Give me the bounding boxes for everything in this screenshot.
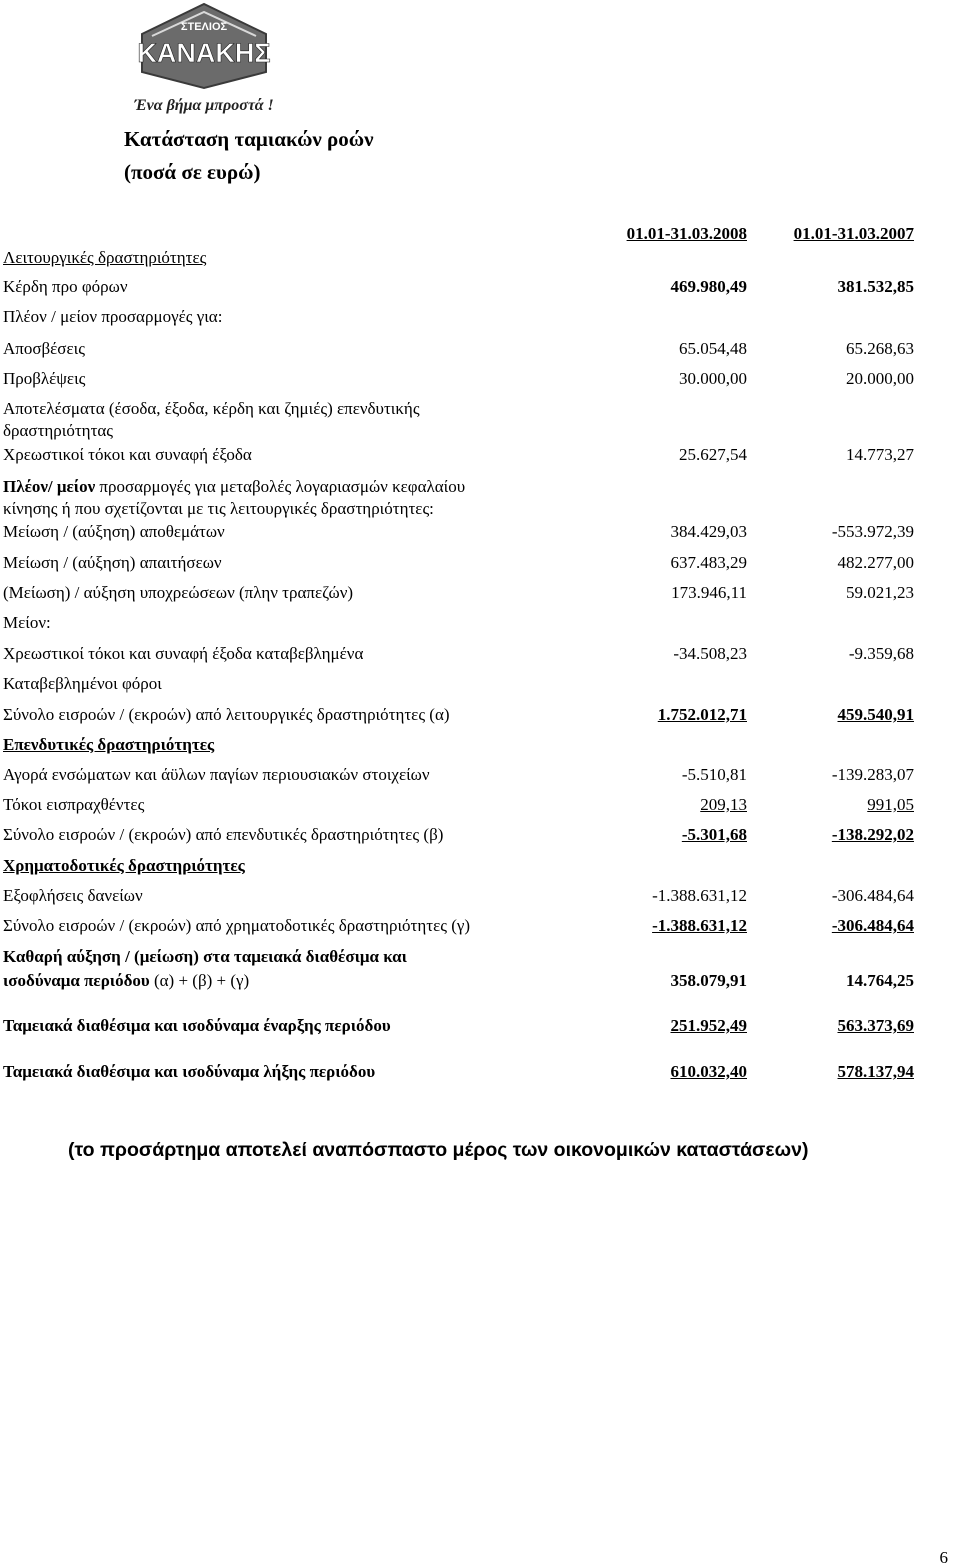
value-2008: 637.483,29 bbox=[670, 553, 747, 572]
column-header-2007: 01.01-31.03.2007 bbox=[793, 224, 914, 243]
value-2007: 381.532,85 bbox=[837, 277, 914, 296]
row-label: δραστηριότητας bbox=[3, 421, 114, 440]
value-2008: 65.054,48 bbox=[679, 339, 747, 358]
value-2007: -553.972,39 bbox=[831, 522, 914, 541]
value-2007: -139.283,07 bbox=[831, 765, 914, 784]
row-label: Ταμειακά διαθέσιμα και ισοδύναμα λήξης περιόδου bbox=[3, 1062, 376, 1081]
value-2008: -5.510,81 bbox=[681, 765, 747, 784]
row-label-rest: (α) + (β) + (γ) bbox=[149, 971, 250, 990]
logo-top-text: ΣΤΕΛΙΟΣ bbox=[180, 21, 228, 33]
row-label: Χρεωστικοί τόκοι και συναφή έξοδα bbox=[3, 445, 252, 464]
value-2007: -306.484,64 bbox=[831, 886, 914, 905]
row-label: Χρεωστικοί τόκοι και συναφή έξοδα καταβεβλημένα bbox=[3, 644, 364, 663]
row-label: Μείον: bbox=[3, 613, 51, 632]
row-label: κίνησης ή που σχετίζονται με τις λειτουργικές δραστηριότητες: bbox=[3, 499, 434, 518]
row-label: Σύνολο εισροών / (εκροών) από χρηματοδοτικές δραστηριότητες (γ) bbox=[3, 916, 471, 935]
value-2008: -5.301,68 bbox=[681, 825, 747, 844]
value-2007: 991,05 bbox=[867, 795, 914, 814]
value-2007: -9.359,68 bbox=[848, 644, 914, 663]
section-heading: Λειτουργικές δραστηριότητες bbox=[3, 248, 207, 267]
row-label: Αποτελέσματα (έσοδα, έξοδα, κέρδη και ζημιές) επενδυτικής bbox=[3, 399, 420, 418]
value-2008: -1.388.631,12 bbox=[652, 916, 747, 935]
value-2008: 1.752.012,71 bbox=[657, 705, 747, 724]
value-2008: -1.388.631,12 bbox=[652, 886, 747, 905]
value-2007: -138.292,02 bbox=[831, 825, 914, 844]
company-logo bbox=[118, 0, 290, 118]
column-header-2008: 01.01-31.03.2008 bbox=[626, 224, 747, 243]
value-2008: 384.429,03 bbox=[670, 522, 747, 541]
value-2008: 358.079,91 bbox=[670, 971, 747, 990]
value-2008: 173.946,11 bbox=[671, 583, 747, 602]
value-2008: 251.952,49 bbox=[670, 1016, 747, 1035]
row-label: Προβλέψεις bbox=[3, 369, 86, 388]
value-2007: 482.277,00 bbox=[837, 553, 914, 572]
row-label: Τόκοι εισπραχθέντες bbox=[3, 795, 145, 814]
value-2007: 65.268,63 bbox=[846, 339, 914, 358]
section-heading: Επενδυτικές δραστηριότητες bbox=[3, 735, 215, 754]
row-label-bold: Πλέον/ μείον bbox=[3, 477, 96, 496]
row-label-rest: προσαρμογές για μεταβολές λογαριασμών κεφαλαίου bbox=[95, 477, 466, 496]
section-heading: Χρηματοδοτικές δραστηριότητες bbox=[3, 856, 245, 875]
page-title: Κατάσταση ταμιακών ροών bbox=[124, 127, 374, 151]
value-2007: 459.540,91 bbox=[837, 705, 914, 724]
value-2008: 25.627,54 bbox=[679, 445, 747, 464]
page-number: 6 bbox=[939, 1548, 948, 1567]
value-2007: 20.000,00 bbox=[846, 369, 914, 388]
value-2007: 578.137,94 bbox=[837, 1062, 914, 1081]
value-2007: 563.373,69 bbox=[837, 1016, 914, 1035]
logo-graphic bbox=[118, 0, 290, 118]
value-2007: 14.773,27 bbox=[846, 445, 914, 464]
row-label: Πλέον / μείον προσαρμογές για: bbox=[3, 307, 223, 326]
value-2008: 30.000,00 bbox=[679, 369, 747, 388]
row-label: Καθαρή αύξηση / (μείωση) στα ταμειακά διαθέσιμα και bbox=[3, 947, 407, 966]
row-label: Κέρδη προ φόρων bbox=[3, 277, 128, 296]
logo-name: ΚΑΝΑΚΗΣ bbox=[137, 38, 271, 68]
row-label: Ταμειακά διαθέσιμα και ισοδύναμα έναρξης περιόδου bbox=[3, 1016, 391, 1035]
row-label: Εξοφλήσεις δανείων bbox=[3, 886, 143, 905]
value-2007: 14.764,25 bbox=[846, 971, 914, 990]
value-2008: 610.032,40 bbox=[670, 1062, 747, 1081]
footnote: (το προσάρτημα αποτελεί αναπόσπαστο μέρος των οικονομικών καταστάσεων) bbox=[68, 1139, 809, 1161]
row-label: Μείωση / (αύξηση) αποθεμάτων bbox=[3, 522, 225, 541]
value-2008: 209,13 bbox=[700, 795, 747, 814]
row-label: Αποσβέσεις bbox=[3, 339, 85, 358]
row-label bbox=[3, 971, 249, 991]
row-label: Αγορά ενσώματων και άϋλων παγίων περιουσιακών στοιχείων bbox=[3, 765, 430, 784]
row-label bbox=[3, 477, 465, 497]
row-label: Καταβεβλημένοι φόροι bbox=[3, 674, 162, 693]
row-label: Σύνολο εισροών / (εκροών) από λειτουργικές δραστηριότητες (α) bbox=[3, 705, 450, 724]
value-2007: -306.484,64 bbox=[831, 916, 914, 935]
row-label: Σύνολο εισροών / (εκροών) από επενδυτικές δραστηριότητες (β) bbox=[3, 825, 444, 844]
row-label-bold: ισοδύναμα περιόδου bbox=[3, 971, 150, 990]
value-2008: -34.508,23 bbox=[673, 644, 747, 663]
row-label: (Μείωση) / αύξηση υποχρεώσεων (πλην τραπεζών) bbox=[3, 583, 354, 602]
logo-tagline: Ένα βήμα μπροστά ! bbox=[134, 97, 274, 114]
page-subtitle: (ποσά σε ευρώ) bbox=[124, 160, 261, 184]
value-2007: 59.021,23 bbox=[846, 583, 914, 602]
value-2008: 469.980,49 bbox=[670, 277, 747, 296]
row-label: Μείωση / (αύξηση) απαιτήσεων bbox=[3, 553, 222, 572]
